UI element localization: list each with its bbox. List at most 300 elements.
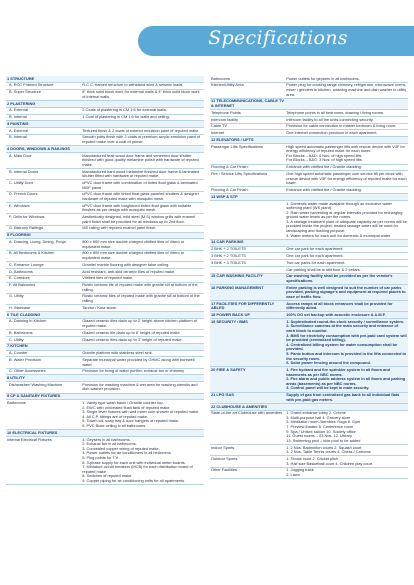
spec-item-value [285,467,408,478]
spec-item-label: B. Internal Doors [6,168,81,179]
spec-value-line: Textured finish & 2 coats of exterior emulsion paint of reputed make. [82,127,200,133]
spec-item-label: B. Water Provision [6,357,81,368]
spec-value-line: Entrance with vitrified tile / Granite cladding. [286,164,362,170]
spec-item-label: Flooring & Car Finish: [210,164,285,171]
spec-value-line: Rustic ceramic tiles of reputed make with granite sill at bottom of the railing. [82,293,200,304]
spec-item-value [81,100,204,107]
spec-item-value [285,116,408,123]
spec-row [6,336,204,343]
spec-item-value [285,367,408,392]
spec-row [6,89,204,100]
spec-value-line: 1. Tennis court 2. Cricket pitch [286,456,339,461]
spec-row [6,203,204,214]
spec-item-label: A. Counter [6,350,81,357]
spec-item-label: 6 TILE CLADDING [6,312,81,319]
spec-value-line: 800 x 800 mm size double charged vitrified tiles of Vitero or equivalent make. [82,239,185,249]
spec-item-value [81,430,204,437]
spec-item-value [81,203,204,214]
spec-item-value [285,403,408,410]
spec-item-value [81,350,204,357]
spec-value-line: 4. Power outlets for air conditioners in all bedrooms. [82,450,172,456]
spec-value-line: 1 Coat of plastering in CM 1:6 for walls and ceiling. [82,114,170,120]
spec-section-row [6,100,204,107]
spec-item-value [81,214,204,225]
spec-item-value [81,318,204,329]
spec-item-value [285,312,408,319]
spec-item-value [285,410,408,444]
spec-item-value [285,144,408,165]
spec-item-value [81,375,204,382]
spec-item-label: Other Facilities [210,467,285,478]
spec-column-left [6,76,204,485]
spec-item-value [285,456,408,467]
spec-row [6,368,204,375]
spec-item-label: Fire / Service Lifts Specifications [210,171,285,187]
spec-value-line: Two car parks for each apartment. [286,259,346,265]
spec-value-line: Car washing facility shall be provided as per the vendor's specifications. [286,273,393,283]
spec-value-line: 8" thick solid block work for external walls & 4" thick solid block work of internal walls. [82,89,200,99]
spec-item-label: B. Bathrooms [6,330,81,337]
spec-item-label: Internet [210,130,285,137]
spec-item-value [285,187,408,194]
spec-item-value [285,253,408,260]
spec-value-line: 5. Plug points for T.V. [82,454,119,460]
spec-section-row [210,285,408,301]
spec-value-line: Power outlets for geysers in all bathrooms. [286,75,360,81]
spec-value-line: 5. Meditation room /Aerobics /Yoga 6. Gym [286,419,361,425]
spec-item-value [81,168,204,179]
spec-item-value [285,285,408,301]
spec-value-line: 9. Copper piping for air conditioning units for all apartments. [82,477,186,483]
spec-section-row [210,301,408,312]
spec-value-line: Power plug for cooking range chimney, refrigerator, microwave ovens, mixer / grinders in kitchen, washing machine and dish washer in utility area. [286,82,407,97]
spec-value-line: 2 Coats of plastering in CM 1:6 for external walls. [82,107,168,113]
spec-item-label: 20 FIRE & SAFETY [210,367,285,392]
spec-item-label: 2 BHK + 2 TOILETS [210,246,285,253]
spec-value-line: Access ramps at all block entrances shall be provided for differently abled. [286,300,393,311]
spec-item-label: State-of-the art Clubhouse with amenities [210,410,285,444]
spec-item-label: 4 DOORS, WINDOWS & RAILINGS [6,146,81,153]
spec-item-label: 12 ELEVATORS / LIFTS [210,137,285,144]
spec-row [6,293,204,304]
spec-item-label: Bathrooms [6,400,81,430]
spec-value-line: 6. 3-phase supply for each unit with individual meter boards. [82,459,186,465]
spec-item-label [210,200,285,239]
spec-row [6,214,204,225]
spec-item-label: 21 LPG GAS [210,392,285,403]
spec-item-value [285,164,408,171]
spec-value-line: uPVC door frame with combination of tinted float glass & laminated MDF panel [82,179,198,190]
spec-value-line: Glazed ceramic tiles dado up to 2' height above kitchen platform of reputed make. [82,318,197,328]
spec-item-value [285,239,408,246]
spec-item-value [81,153,204,169]
spec-section-row [6,393,204,400]
spec-value-line: 1. Jogging track [286,467,314,473]
spec-item-label: 11 TELECOMMUNICATIONS, CABLE TV & INTERNET [211,98,284,108]
spec-value-line: 5. Towel rod, soap tray & door hangers of reputed make. [82,418,180,424]
spec-value-line: 800 x 800 mm size double charged vitrified tiles of Vitero or equivalent make. [82,250,185,260]
spec-value-line: 1. Vanity type wash basin / Granite counter top. [82,400,164,405]
spec-item-label: C. Other Accessories [6,368,81,375]
spec-section-row [210,273,408,284]
spec-item-label: A. Dadoing in Kitchen [6,318,81,329]
spec-item-label: C. Entrance Lounge [6,262,81,269]
spec-row [210,200,408,239]
spec-section-row [210,319,408,367]
spec-item-value [285,392,408,403]
spec-section-row [6,343,204,350]
spec-section-row [6,312,204,319]
spec-item-value [285,301,408,312]
spec-item-value [81,107,204,114]
spec-section-row [210,367,408,392]
spec-item-value [81,239,204,250]
spec-value-line: MS railing with reputed enamel paint finish. [82,225,157,231]
spec-value-line: 3. Concealed copper wiring of reputed make. [82,445,160,451]
spec-value-line: Separate municipal water provided by GHMC along with borewell water. [82,356,195,367]
spec-item-label: 17 FACILITIES FOR DIFFERENTLY ABLED [210,301,285,312]
spec-row [6,357,204,368]
spec-item-value [81,312,204,319]
spec-row [210,445,408,456]
spec-row [210,467,408,478]
spec-item-value [81,382,204,393]
spec-value-line: 11. Guest rooms – 03 Nos. 12. Library [286,433,352,439]
spec-value-line: 8. Switches of reputed make. [82,473,133,479]
spec-row [6,191,204,202]
spec-value-line: 3. A sewage treatment plant of adequate capacity as per norms will be provided inside the project, treated sewage water will be used for landscaping and flushing purpose. [286,218,407,234]
spec-columns [6,76,408,485]
spec-item-value [81,305,204,312]
spec-row [6,153,204,169]
spec-item-label: 9 CP & SANITARY FIXTURES [6,393,81,400]
spec-row [210,144,408,165]
spec-value-line: 100% DG set backup with acoustic enclosure & A.M.F. [286,312,386,318]
spec-item-value [285,110,408,117]
spec-item-label: Kitchen/Utility Area [210,82,285,98]
spec-section-row [6,146,204,153]
spec-item-value [81,225,204,232]
spec-row [210,260,408,267]
spec-value-line: 2. Lawn [286,471,300,477]
spec-item-label: Dishwasher/ Washing Machine [6,382,81,393]
spec-row [210,123,408,130]
spec-item-label: 19 SECURITY / BMS [210,319,285,367]
spec-row [210,253,408,260]
spec-row [6,275,204,282]
spec-value-line: 3. Multi-purpose hall 4. Grocery store [286,414,351,420]
spec-item-label: 3 BHK + 2 TOILETS [210,253,285,260]
spec-item-label: A. External [6,107,81,114]
spec-value-line: Provision for cable connection in master bedroom & living room. [286,123,397,129]
spec-item-value [285,137,408,144]
spec-item-label: G. Balcony Railings [6,225,81,232]
spec-item-label: Intercom facility [210,116,285,123]
spec-item-label: B. Internal [6,134,81,145]
spec-value-line: Granite/ marble flooring with designer false ceiling. [82,261,170,267]
spec-item-value [81,232,204,239]
spec-item-label: F. Grills for Windows [6,214,81,225]
spec-row [210,171,408,187]
spec-item-label: A. Drawing, Living, Dining, Pooja [6,239,81,250]
spec-item-label: C. Utility Door [6,180,81,191]
spec-value-line: Smooth putty finish with 2 coats of premium acrylic emulsion paint of reputed make over a coat of primer. [82,134,201,145]
spec-value-line: 7. Preview theatre 8. Conference room [286,424,354,430]
spec-item-value [285,246,408,253]
spec-row [6,82,204,89]
spec-value-line: Telephone points in all bedrooms, drawing / living rooms. [286,109,384,115]
spec-item-label: 14 CAR PARKING [210,239,285,246]
spec-item-label: B. Super Structure [6,89,81,100]
spec-value-line: For Blocks – B&C: 3 Nos. of high speed lifts. [286,157,363,163]
spec-value-line: 2. Rain water harvesting at regular intervals provided for recharging ground water levels as per the norms. [286,209,403,220]
spec-item-value [81,275,204,282]
spec-table-right [210,76,408,479]
spec-value-line: 13. Swimming pool – kids pool to be added [286,437,361,443]
spec-item-value [285,130,408,137]
spec-value-line: 6. PVC Buse ceiling in all bathrooms. [82,422,147,428]
spec-value-line: Glazed ceramic tiles dado up to 3' height of reputed make. [82,336,183,342]
spec-value-line: Provision for washing machine & wet area for washing utensils and dish washer provision. [82,381,198,392]
spec-item-value [81,343,204,350]
spec-item-value [81,293,204,304]
spec-item-value [285,445,408,456]
spec-row [6,128,204,135]
spec-section-row [210,403,408,410]
spec-value-line: 6. Solar power fencing around the compound. [286,360,371,366]
spec-item-value [81,82,204,89]
spec-row [6,436,204,484]
spec-item-value [81,357,204,368]
spec-row [6,168,204,179]
spec-value-line: High speed automatic passenger lifts with rescue device with V3F for energy efficiency of reputed make for each tower. [286,143,405,154]
spec-value-line: 1. Grand entrance lobby 2. Crèche [286,410,346,416]
spec-item-value [285,82,408,98]
spec-item-label: D. French Doors [6,191,81,202]
spec-item-label: B. Internal [6,114,81,121]
spec-value-line: Manufactured hard wood melamine finished door frame & laminated shutter fitted with hardware of reputed make. [82,168,200,179]
spec-value-line: Intercom facility to all the units connecting security. [286,116,374,122]
spec-item-value [285,200,408,239]
spec-item-value [285,319,408,367]
spec-item-value [285,266,408,273]
spec-item-value [81,121,204,128]
spec-row [6,107,204,114]
spec-item-label: A. Main Door [6,153,81,169]
spec-value-line: uPVC door frame with toughened tinted float glass with suitable finishes as per design with mosquito mesh. [82,202,192,213]
spec-row [210,187,408,194]
spec-row [210,164,408,171]
spec-row [210,266,408,273]
spec-value-line: 4. Water meters for each unit for domestic & municipal water. [286,232,392,238]
spec-row [210,456,408,467]
spec-value-line: 1. 2 Nos. Badminton courts 2. Squash court [286,444,362,450]
spec-row [6,114,204,121]
spec-value-line: 3. 2 Nos. Table Tennis courts 4. Chess / Carroms [286,449,371,455]
spec-item-value [285,171,408,187]
spec-value-line: 3. Control panel will be kept in main security. [286,385,370,391]
spec-item-value [81,114,204,121]
spec-item-label: 2 PLASTERING [6,100,81,107]
spec-item-label: B. All Bedrooms & Kitchen [6,250,81,261]
spec-item-label: 7 KITCHEN [6,343,81,350]
spec-item-label: 5 FLOORING [6,232,81,239]
spec-item-value [81,368,204,375]
spec-item-label: 3 BHK + 3 TOILETS [210,260,285,267]
spec-value-line: Entire parking is well designed to suit the number of car parks provided, parking signage's and equipment at required places to ease of traffic flow. [286,284,406,299]
spec-value-line: Rustic ceramic tile of reputed make with granite sill at bottom of the railing. [82,282,198,292]
spec-row [210,130,408,137]
spec-value-line: 4. Centralized billing system for water consumption shall be provided. [286,341,398,352]
spec-row [6,225,204,232]
spec-item-value [81,134,204,145]
spec-row [6,350,204,357]
spec-row [6,239,204,250]
spec-item-value [81,262,204,269]
spec-value-line: For Blocks – A&D: 4 Nos. of high speed lifts [286,152,362,158]
spec-value-line: 3. Single lever fixtures with wall mixer cum shower of reputed make. [82,409,200,415]
spec-row [6,268,204,275]
spec-row [6,250,204,261]
spec-row [210,246,408,253]
spec-value-line: 1. Domestic water made available through an exclusive water softening plant (WS plant). [286,200,392,211]
spec-section-row [6,375,204,382]
spec-row [6,262,204,269]
spec-item-value [81,128,204,135]
spec-row [210,410,408,444]
spec-item-value [285,123,408,130]
spec-value-line: Provision for fixing of water purifier, exhaust fan or chimney [82,368,185,374]
spec-section-row [210,312,408,319]
spec-item-label: Passenger Lifts Specifications [210,144,285,165]
spec-row [6,400,204,430]
spec-value-line: Car parking shall be in stilt floor & 2 cellars. [286,266,361,272]
spec-row [6,180,204,191]
spec-value-line: Granite platform with stainless steel sink. [82,350,153,356]
spec-value-line: Vitrified tiles of reputed make. [82,275,134,281]
spec-item-label: 13 WSP & STP [210,194,285,201]
spec-item-value [81,282,204,293]
spec-row [6,134,204,145]
spec-value-line: 3. BMS for electricity consumption with pre-paid card system will be provided (centralized billing). [286,332,407,343]
spec-item-label: Cable TV [210,123,285,130]
spec-row [6,282,204,293]
spec-table-left [6,76,204,485]
spec-item-label: E. Corridors [6,275,81,282]
spec-item-value [81,250,204,261]
spec-row [6,382,204,393]
spec-item-value [81,330,204,337]
spec-section-row [210,239,408,246]
spec-value-line: 1. Sophisticated round-the-clock security / surveillance system. [286,318,404,324]
spec-value-line: 7. Miniature circuit breakers (MCB) for each distribution board of reputed make [82,464,193,474]
spec-item-value [81,268,204,275]
spec-value-line: 5. Panic button and intercom is provided in the lifts connected to the security room. [286,351,407,361]
spec-item-label: H. Staircase [6,305,81,312]
spec-row [6,305,204,312]
spec-column-right [210,76,408,485]
spec-item-value [81,436,204,484]
spec-row [210,110,408,117]
spec-item-value [81,89,204,100]
spec-value-line: 2. EWC with concealed flush tank of reputed make. [82,404,171,410]
spec-section-row [210,98,408,109]
spec-value-line: One high speed automatic passenger cum service lift per block with rescue device with V3F for energy efficiency of reputed make for each tower. [286,170,407,186]
spec-value-line: Acid resistant, anti-skid ceramic tiles of reputed make. [82,268,176,274]
spec-item-value [285,194,408,201]
spec-value-line: 2. Surveillance cameras at the main security and entrance of each block to monitor. [286,323,399,334]
spec-item-label: Flooring & Car Finish: [210,187,285,194]
spec-section-row [6,232,204,239]
spec-item-label: 16 PARKING MANAGEMENT [210,285,285,301]
spec-section-row [210,392,408,403]
spec-item-label: 8 UTILITY [6,375,81,382]
spec-value-line: 1. Fire hydrant and fire sprinkler system in all floors and basements as per NBC norms. [286,366,391,377]
spec-item-label: Internal Electrical Fixtures [6,436,81,484]
spec-row [210,116,408,123]
spec-item-label: Telephone Points [210,110,285,117]
spec-item-value [81,180,204,191]
spec-item-label: 3 PAINTING [6,121,81,128]
spec-value-line: uPVC door frame with tinted float glass paneled shutters & designer hardware of reputed make with mosquito mesh. [82,191,200,201]
spec-value-line: 2. Fire alarm and public address system in all floors and parking areas (basements) as per NBC norms. [286,376,406,386]
spec-item-label: A. External [6,128,81,135]
spec-value-line: 9. Spa / Unisex saloon 10. Society office [286,428,356,434]
spec-item-value [81,400,204,430]
spec-item-label: E. Windows [6,203,81,214]
spec-row [6,318,204,329]
spec-value-line: Glazed ceramic tile dado up to 8' height of reputed make. [82,329,181,335]
spec-section-row [210,194,408,201]
spec-item-value [285,260,408,267]
spec-value-line: Entrance with vitrified tile / Granite cladding. [286,186,362,192]
spec-section-row [6,121,204,128]
spec-value-line: 2. Exhaust fan in all bathrooms. [82,441,137,447]
spec-item-value [81,393,204,400]
spec-item-label: A. RCC Framed Structure [6,82,81,89]
spec-section-row [6,430,204,437]
spec-item-label: Bathrooms [210,76,285,82]
spec-item-value [285,273,408,284]
spec-value-line: Tandur / Kota stone. [82,304,118,310]
spec-item-label: 15 CAR WASHING FACILITY [210,273,285,284]
spec-value-line: Supply of gas from centralized gas bank to all individual flats with pre-paid gas meters. [286,392,400,402]
spec-item-label: F. All Balconies [6,282,81,293]
spec-item-label: G. Utility [6,293,81,304]
spec-item-label: Outdoor Sports [210,456,285,467]
spec-item-label: 1 STRUCTURE [6,76,81,82]
spec-item-label: 10 ELECTRICAL FIXTURES [6,430,81,437]
page-title: Specifications [208,27,348,49]
spec-item-label: D. Bathrooms [6,268,81,275]
spec-item-label: Indoor Sports [210,445,285,456]
spec-row [210,82,408,98]
spec-item-value [81,191,204,202]
spec-item-label: C. Utility [6,336,81,343]
spec-value-line: 4. All C.P. fittings are of reputed make. [82,413,149,419]
spec-item-value [285,98,408,109]
spec-value-line: R.C.C. framed structure to withstand wind & seismic loads. [82,82,184,88]
spec-item-value [81,336,204,343]
spec-value-line: 3. Half size Basketball court 4. Children play court [286,460,373,466]
spec-value-line: One internet connection provision in each apartment. [286,130,378,136]
spec-section-row [210,137,408,144]
spec-item-label: 18 POWER BACK UP [210,312,285,319]
title-banner [0,26,414,56]
spec-item-value [81,146,204,153]
spec-value-line: Manufactured teak wood door frame and veneered door shutter finished with good quality melamine polish with hardware of reputed make. [82,152,199,167]
spec-value-line: One car park for each apartment. [286,253,344,258]
